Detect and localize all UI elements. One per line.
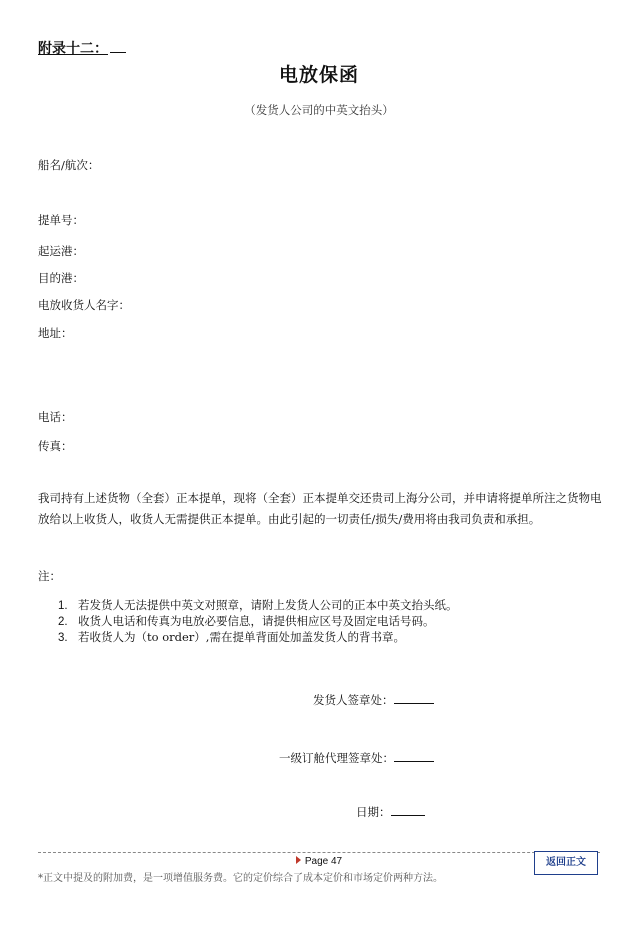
agent-signature-label: 一级订舱代理签章处： <box>279 751 394 765</box>
return-to-main-button[interactable]: 返回正文 <box>534 851 598 875</box>
appendix-label: 附录十二： <box>38 38 126 58</box>
agent-signature-blank <box>394 761 434 762</box>
footer-divider <box>38 852 600 853</box>
footnote: *正文中提及的附加费，是一项增值服务费。它的定价综合了成本定价和市场定价两种方法。 <box>38 873 443 884</box>
document-title: 电放保函 <box>278 64 359 86</box>
note-text: 若收货人为（to order）,需在提单背面处加盖发货人的背书章。 <box>78 630 405 644</box>
date-blank <box>391 815 425 816</box>
date-signature <box>356 804 425 820</box>
note-text: 若发货人无法提供中英文对照章，请附上发货人公司的正本中英文抬头纸。 <box>78 598 458 612</box>
statement-paragraph: 我司持有上述货物（全套）正本提单，现将（全套）正本提单交还贵司上海分公司，并申请将提单所注之货物电放给以上收货人，收货人无需提供正本提单。由此引起的一切责任/损失/费用将由我司负责和承担。 <box>38 491 602 526</box>
field-bl-no: 提单号： <box>38 213 84 227</box>
document-subtitle: （发货人公司的中英文抬头） <box>244 103 394 117</box>
field-vessel: 船名/航次： <box>38 158 100 172</box>
note-number: 1. <box>58 600 68 612</box>
agent-signature <box>279 750 434 766</box>
note-item <box>58 613 435 629</box>
field-fax: 传真： <box>38 439 73 453</box>
field-pod: 目的港： <box>38 271 84 285</box>
page-label: Page 47 <box>304 856 343 867</box>
field-tel: 电话： <box>38 410 73 424</box>
field-address: 地址： <box>38 326 73 340</box>
note-item <box>58 597 458 613</box>
field-consignee: 电放收货人名字： <box>38 298 130 312</box>
triangle-right-icon <box>296 856 301 864</box>
date-label: 日期： <box>356 805 391 819</box>
field-pol: 起运港： <box>38 244 84 258</box>
note-text: 收货人电话和传真为电放必要信息，请提供相应区号及固定电话号码。 <box>78 614 435 628</box>
shipper-signature-blank <box>394 703 434 704</box>
note-number: 3. <box>58 632 68 644</box>
note-number: 2. <box>58 616 68 628</box>
notes-heading: 注： <box>38 569 61 583</box>
shipper-signature-label: 发货人签章处： <box>313 693 394 707</box>
shipper-signature <box>313 692 434 708</box>
note-item <box>58 629 405 645</box>
